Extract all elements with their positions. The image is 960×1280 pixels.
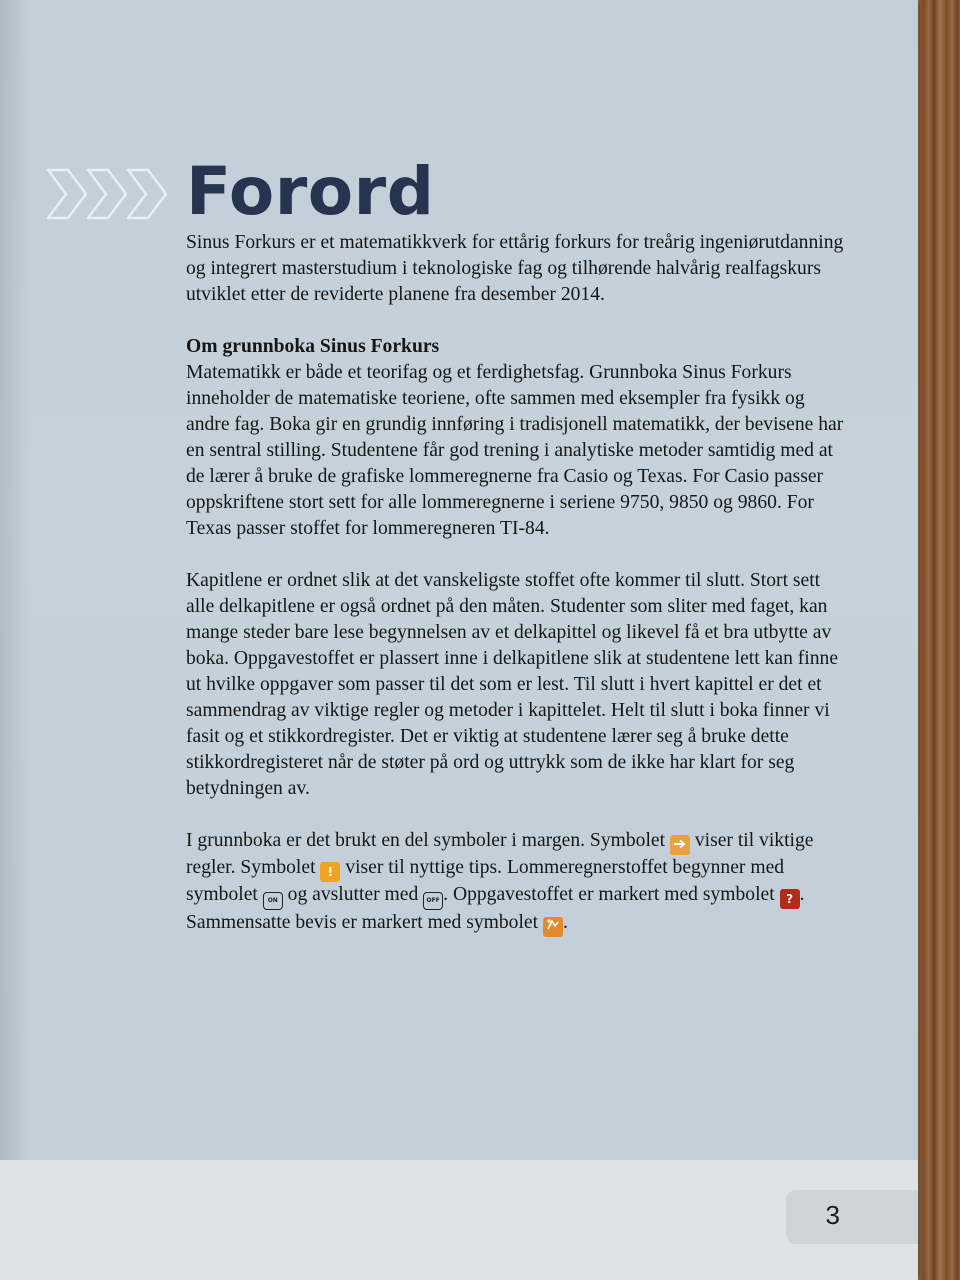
on-key-icon: ON [263, 892, 283, 910]
page-number: 3 [825, 1200, 840, 1230]
body-paragraph-2: Kapitlene er ordnet slik at det vanskeligste stoffet ofte kommer til slutt. Stort sett alle delkapitlene er også ordnet på den måten. Studenter som sliter med faget, kan mange steder bare lese begynnelsen av et delkapittel og likevel få et bra utbytte av boka. Oppgavestoffet er plassert inne i delkapitlene slik at studentene lett kan finne ut hvilke oppgaver som passer til det som er lest. Til slutt i hvert kapittel er det et sammendrag av viktige regler og metoder i kapittelet. Helt til slutt i boka finner vi fasit og et stikkordregister. Det er viktig at studentene lærer seg å bruke dette stikkordregisteret når de støter på ord og uttrykk som de ikke har klart for seg betydningen av. [186, 570, 839, 799]
symbols-text-4: og avslutter med [282, 884, 424, 905]
proof-icon [543, 917, 563, 937]
section-heading: Om grunnboka Sinus Forkurs [186, 336, 440, 357]
symbols-paragraph [186, 828, 846, 937]
symbols-text-1: I grunnboka er det brukt en del symboler i margen. Symbolet [186, 830, 670, 851]
page-title: Forord [186, 153, 435, 230]
symbols-text-3: viser til nyttige tips. Lommeregnerstoffet begynner med symbolet [186, 857, 785, 905]
exclamation-icon: ! [320, 862, 340, 882]
arrow-right-icon [670, 835, 690, 855]
question-mark-icon: ? [780, 889, 800, 909]
off-key-icon: OFF [423, 892, 443, 910]
chevron-decoration-icon [44, 168, 174, 220]
symbols-text-5: . Oppgavestoffet er markert med symbolet [443, 884, 780, 905]
page-number-tab [786, 1190, 918, 1244]
symbols-text-2: viser til viktige regler. Symbolet [186, 830, 814, 878]
intro-paragraph: Sinus Forkurs er et matematikkverk for ettårig forkurs for treårig ingeniørutdanning og integrert masterstudium i teknologiske fag og tilhørende halvårig realfagskurs utviklet etter de reviderte planene fra desember 2014. [186, 232, 844, 305]
body-paragraph-1: Matematikk er både et teorifag og et ferdighetsfag. Grunnboka Sinus Forkurs inneholder de matematiske teoriene, ofte sammen med eksempler fra fysikk og andre fag. Boka gir en grundig innføring i tradisjonell matematikk, der bevisene har en sentral stilling. Studentene får god trening i analytiske metoder samtidig med at de lærer å bruke de grafiske lommeregnerne fra Casio og Texas. For Casio passer oppskriftene stort sett for alle lommeregnerne i seriene 9750, 9850 og 9860. For Texas passer stoffet for lommeregneren TI-84. [186, 362, 844, 539]
symbols-text-6: . Sammensatte bevis er markert med symbolet [186, 884, 805, 933]
symbols-text-7: . [562, 912, 568, 933]
preface-body [186, 230, 846, 937]
page-footer-band [0, 1160, 918, 1280]
